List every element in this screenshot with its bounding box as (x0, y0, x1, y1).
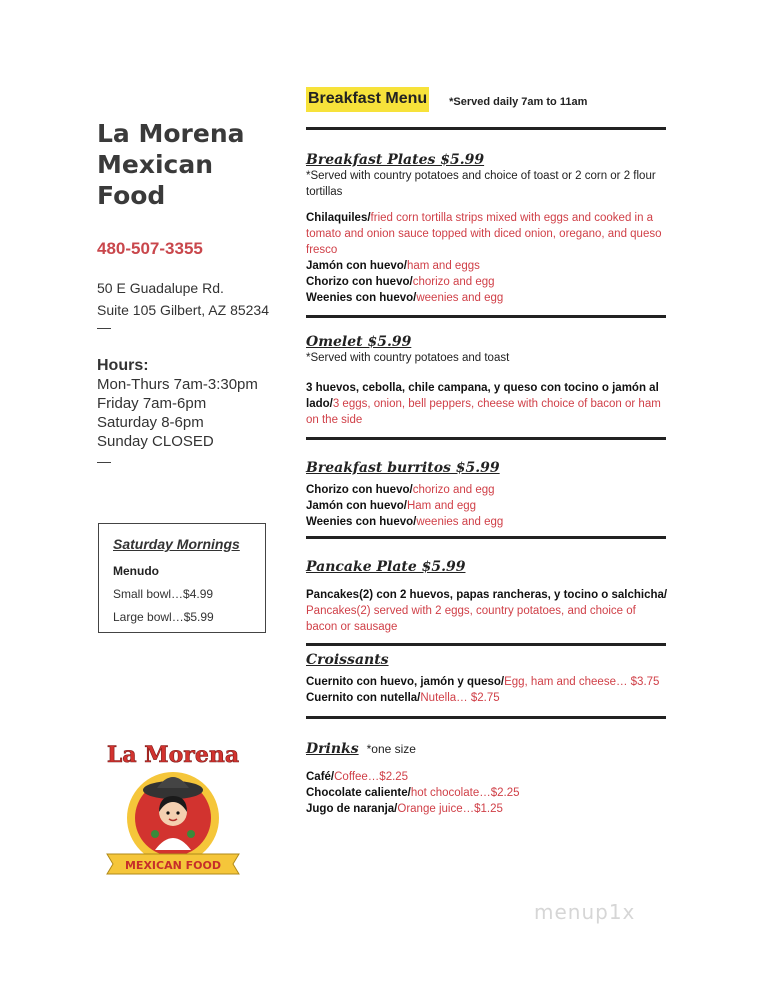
item-english: hot chocolate…$2.25 (410, 787, 520, 799)
section-note: *Served with country potatoes and toast (306, 352, 510, 364)
menu-item (306, 258, 668, 274)
menudo-title: Menudo (113, 564, 159, 578)
item-spanish: Café/ (306, 771, 335, 783)
item-spanish: Jugo de naranja/ (306, 803, 398, 815)
section-title: Breakfast burritos $5.99 (306, 460, 500, 476)
item-english: chorizo and egg (412, 276, 495, 288)
item-spanish: Weenies con huevo/ (306, 292, 417, 304)
divider: — (97, 453, 111, 469)
logo-flower (187, 830, 195, 838)
divider-line (306, 437, 666, 440)
watermark: menup1x (534, 900, 636, 924)
menu-item (306, 498, 668, 514)
menu-item (306, 769, 668, 785)
menu-item (306, 587, 668, 635)
hours-line: Saturday 8-6pm (97, 414, 204, 431)
item-spanish: Chilaquiles/ (306, 212, 371, 224)
item-english: weenies and egg (416, 516, 504, 528)
section-pancake-plate (306, 559, 668, 635)
section-breakfast-burritos (306, 460, 668, 530)
divider-line (306, 315, 666, 318)
item-spanish: Chocolate caliente/ (306, 787, 411, 799)
address-line2: Suite 105 Gilbert, AZ 85234 (97, 302, 269, 318)
section-title: Drinks (306, 741, 359, 757)
section-croissants (306, 652, 668, 706)
item-english: Coffee…$2.25 (334, 771, 409, 783)
section-title: Croissants (306, 652, 389, 668)
item-spanish: Pancakes(2) con 2 huevos, papas rancheras, y tocino o salchicha/ (306, 589, 668, 601)
item-english: Orange juice…$1.25 (397, 803, 503, 815)
item-spanish: Jamón con huevo/ (306, 260, 407, 272)
drinks-header (306, 741, 668, 757)
item-english: 3 eggs, onion, bell peppers, cheese with choice of bacon or ham on the side (306, 398, 661, 426)
menudo-small: Small bowl…$4.99 (113, 587, 214, 601)
menu-note: *Served daily 7am to 11am (449, 96, 588, 108)
logo-eye (176, 811, 179, 814)
logo-eye (166, 811, 169, 814)
la-morena-logo (103, 738, 243, 880)
section-drinks (306, 741, 668, 817)
item-english: ham and eggs (406, 260, 480, 272)
breakfast-menu (306, 84, 668, 817)
drinks-note: *one size (366, 742, 416, 756)
divider: — (97, 319, 111, 335)
item-spanish: Cuernito con nutella/ (306, 692, 421, 704)
item-english: fried corn tortilla strips mixed with eggs and cooked in a tomato and onion sauce topped with diced onion, oregano, and queso fresco (306, 212, 662, 256)
menu-title: Breakfast Menu (306, 87, 429, 112)
restaurant-name (97, 118, 287, 211)
saturday-mornings-box (98, 523, 266, 633)
divider-line (306, 536, 666, 539)
menu-item (306, 674, 668, 690)
menu-item (306, 482, 668, 498)
menu-item (306, 210, 668, 258)
divider-line (306, 127, 666, 130)
hours-line: Friday 7am-6pm (97, 395, 207, 412)
item-english: Nutella… $2.75 (420, 692, 500, 704)
menu-item (306, 514, 668, 530)
restaurant-info (97, 118, 287, 467)
item-english: chorizo and egg (412, 484, 495, 496)
section-note: *Served with country potatoes and choice of toast or 2 corn or 2 flour tortillas (306, 170, 656, 198)
logo-flower (151, 830, 159, 838)
item-english: Ham and egg (406, 500, 477, 512)
section-title: Pancake Plate $5.99 (306, 559, 466, 575)
section-title: Breakfast Plates $5.99 (306, 152, 485, 168)
menu-item (306, 690, 668, 706)
item-english: weenies and egg (416, 292, 504, 304)
item-english: Pancakes(2) served with 2 eggs, country potatoes, and choice of bacon or sausage (306, 605, 636, 633)
section-omelet (306, 334, 668, 428)
hours-title: Hours: (97, 357, 149, 374)
menudo-large: Large bowl…$5.99 (113, 610, 214, 624)
address (97, 277, 287, 321)
item-spanish: Weenies con huevo/ (306, 516, 417, 528)
menu-item (306, 380, 668, 428)
logo-text: La Morena (106, 742, 240, 768)
item-english: Egg, ham and cheese… $3.75 (504, 676, 660, 688)
item-spanish: Chorizo con huevo/ (306, 276, 413, 288)
item-spanish: Cuernito con huevo, jamón y queso/ (306, 676, 505, 688)
phone-number[interactable]: 480-507-3355 (97, 239, 203, 258)
menu-item (306, 274, 668, 290)
restaurant-name-line2: Mexican Food (97, 150, 214, 210)
menu-item (306, 801, 668, 817)
divider-line (306, 643, 666, 646)
item-spanish: 3 huevos, cebolla, chile campana, y queso con tocino o jamón al lado/ (306, 382, 659, 410)
hours-line: Mon-Thurs 7am-3:30pm (97, 376, 258, 393)
hours-line: Sunday CLOSED (97, 433, 214, 450)
section-breakfast-plates (306, 152, 668, 306)
saturday-title: Saturday Mornings (113, 536, 240, 552)
menu-item (306, 785, 668, 801)
item-spanish: Chorizo con huevo/ (306, 484, 413, 496)
menu-header (306, 84, 668, 112)
section-title: Omelet $5.99 (306, 334, 412, 350)
hours-list (97, 375, 287, 451)
restaurant-name-line1: La Morena (97, 119, 245, 148)
divider-line (306, 716, 666, 719)
address-line1: 50 E Guadalupe Rd. (97, 280, 224, 296)
logo-banner-text: MEXICAN FOOD (124, 859, 222, 872)
menu-item (306, 290, 668, 306)
item-spanish: Jamón con huevo/ (306, 500, 407, 512)
